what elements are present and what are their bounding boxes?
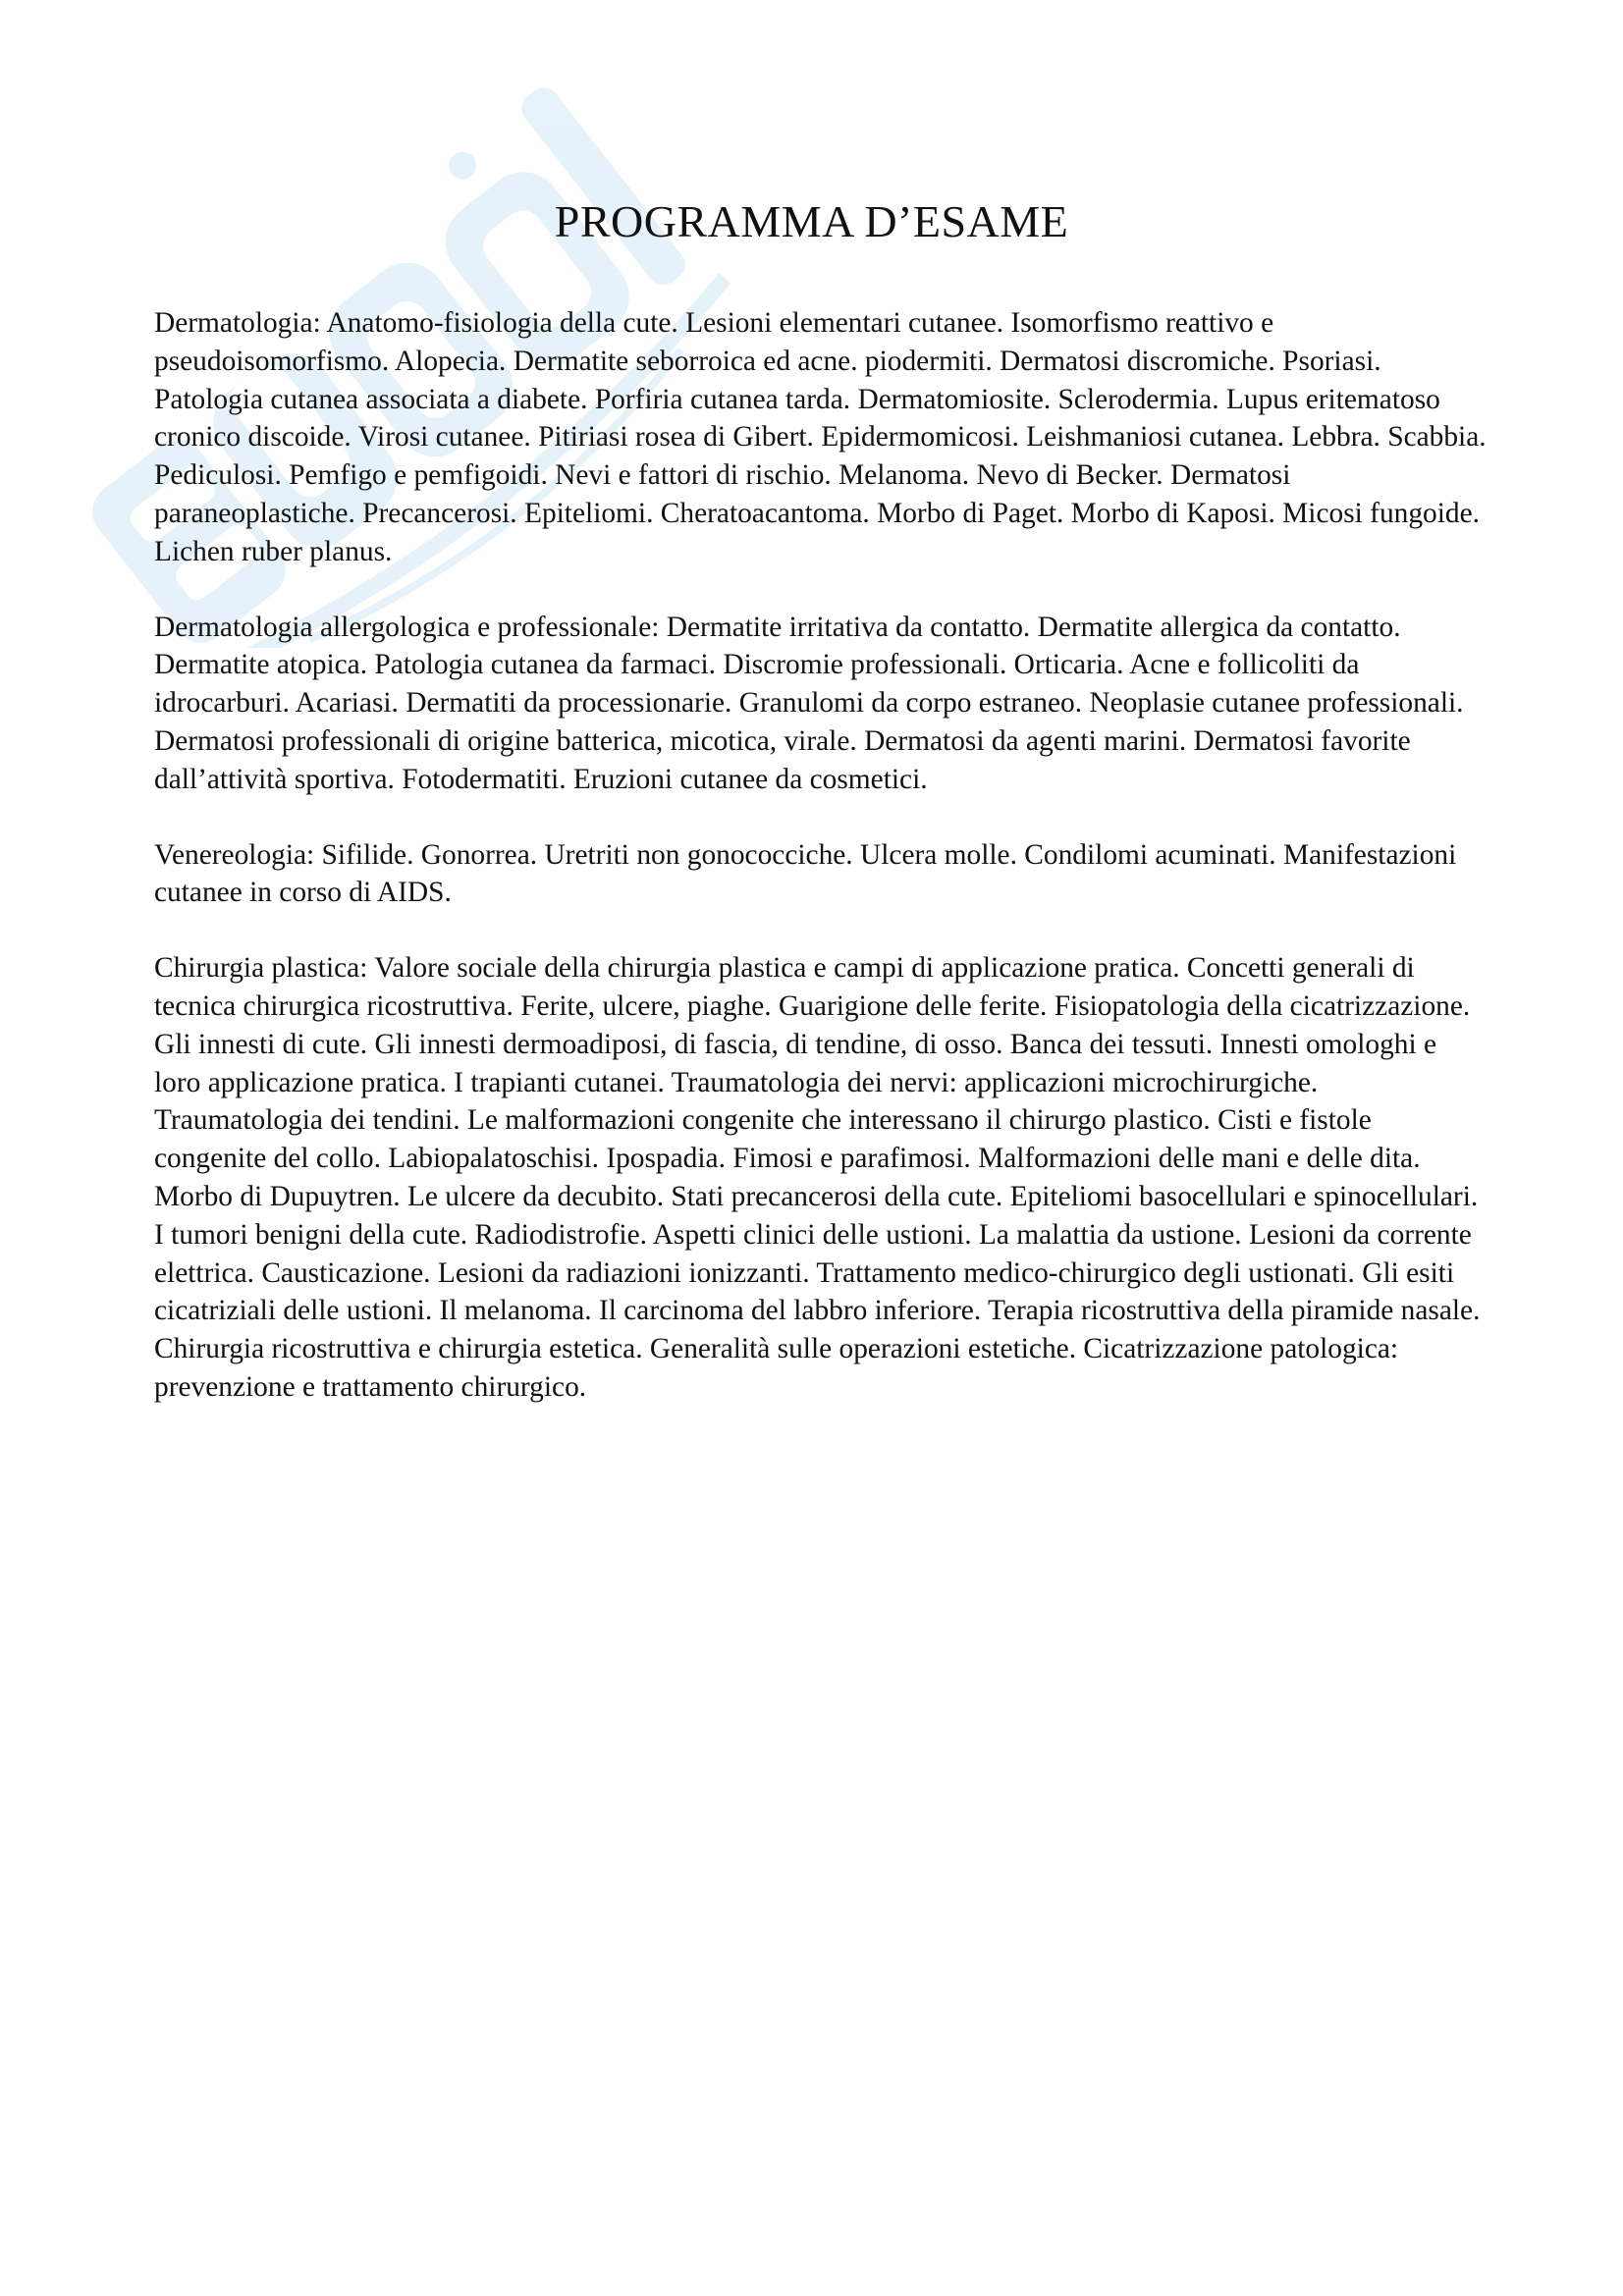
- section-dermatologia: Dermatologia: Anatomo-fisiologia della cute. Lesioni elementari cutanee. Isomorfismo reattivo e pseudoisomorfismo. Alopecia. Dermatite seborroica ed acne. piodermiti. Dermatosi discromiche. Psoriasi. Patologia cutanea associata a diabete. Porfiria cutanea tarda. Dermatomiosite. Sclerodermia. Lupus eritematoso cronico discoide. Virosi cutanee. Pitiriasi rosea di Gibert. Epidermomicosi. Leishmaniosi cutanea. Lebbra. Scabbia. Pediculosi. Pemfigo e pemfigoidi. Nevi e fattori di rischio. Melanoma. Nevo di Becker. Dermatosi paraneoplastiche. Precancerosi. Epiteliomi. Cheratoacantoma. Morbo di Paget. Morbo di Kaposi. Micosi fungoide. Lichen ruber planus.: [154, 307, 1487, 567]
- section-chirurgia-plastica: Chirurgia plastica: Valore sociale della chirurgia plastica e campi di applicazione pratica. Concetti generali di tecnica chirurgica ricostruttiva. Ferite, ulcere, piaghe. Guarigione delle ferite. Fisiopatologia della cicatrizzazione. Gli innesti di cute. Gli innesti dermoadiposi, di fascia, di tendine, di osso. Banca dei tessuti. Innesti omologhi e loro applicazione pratica. I trapianti cutanei. Traumatologia dei nervi: applicazioni microchirurgiche. Traumatologia dei tendini. Le malformazioni congenite che interessano il chirurgo plastico. Cisti e fistole congenite del collo. Labiopalatoschisi. Ipospadia. Fimosi e parafimosi. Malformazioni delle mani e delle dita. Morbo di Dupuytren. Le ulcere da decubito. Stati precancerosi della cute. Epiteliomi basocellulari e spinocellulari. I tumori benigni della cute. Radiodistrofie. Aspetti clinici delle ustioni. La malattia da ustione. Lesioni da corrente elettrica. Causticazione. Lesioni da radiazioni ionizzanti. Trattamento medico-chirurgico degli ustionati. Gli esiti cicatriziali delle ustioni. Il melanoma. Il carcinoma del labbro inferiore. Terapia ricostruttiva della piramide nasale. Chirurgia ricostruttiva e chirurgia estetica. Generalità sulle operazioni estetiche. Cicatrizzazione patologica: prevenzione e trattamento chirurgico.: [154, 952, 1481, 1403]
- document-body: [154, 304, 1489, 1444]
- page-title: PROGRAMMA D’ESAME: [554, 196, 1069, 246]
- section-dermatologia-allergologica: Dermatologia allergologica e professionale: Dermatite irritativa da contatto. Dermatite allergica da contatto. Dermatite atopica. Patologia cutanea da farmaci. Discromie professionali. Orticaria. Acne e follicoliti da idrocarburi. Acariasi. Dermatiti da processionarie. Granulomi da corpo estraneo. Neoplasie cutanee professionali. Dermatosi professionali di origine batterica, micotica, virale. Dermatosi da agenti marini. Dermatosi favorite dall’attività sportiva. Fotodermatiti. Eruzioni cutanee da cosmetici.: [154, 611, 1464, 795]
- section-venereologia: Venereologia: Sifilide. Gonorrea. Uretriti non gonococciche. Ulcera molle. Condilomi acuminati. Manifestazioni cutanee in corso di AIDS.: [154, 838, 1457, 909]
